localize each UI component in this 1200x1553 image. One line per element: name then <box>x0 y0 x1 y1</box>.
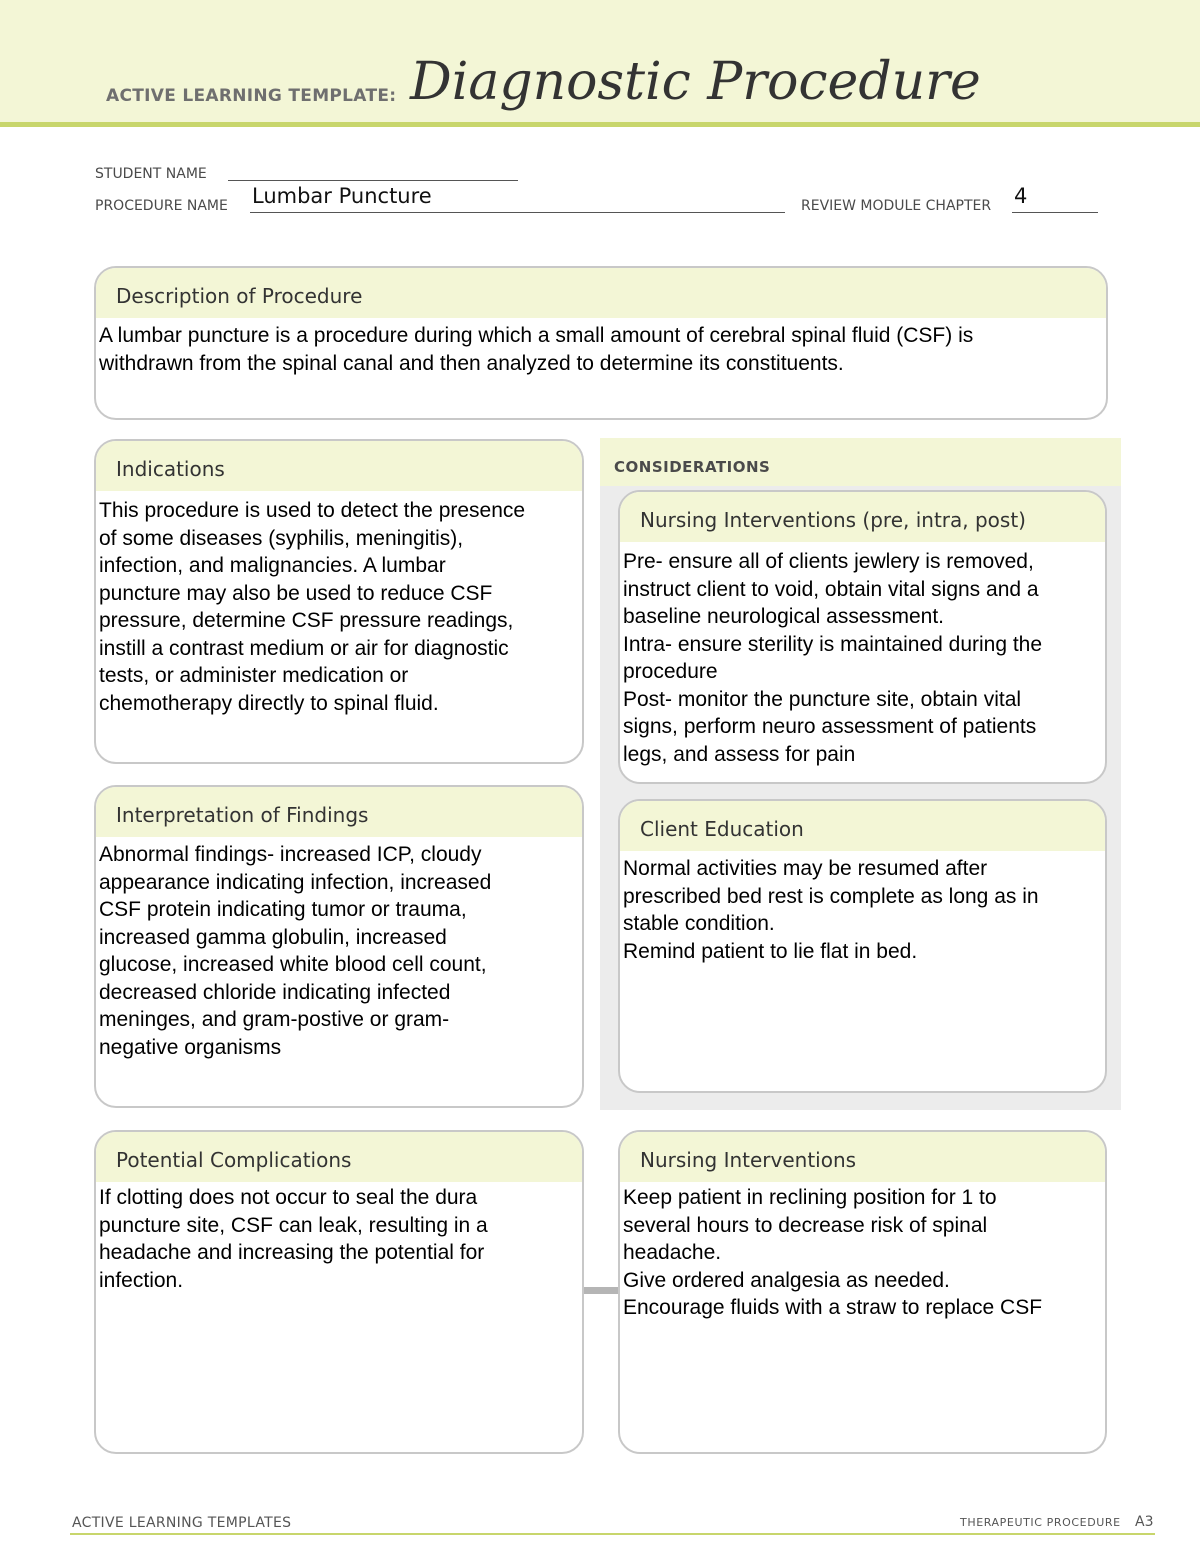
student-name-line[interactable] <box>228 166 518 181</box>
nursing-interventions-phases-text[interactable]: Pre- ensure all of clients jewlery is removed, instruct client to void, obtain vital signs and a baseline neurological assessment. Intra- ensure sterility is maintained during the procedure Post- monitor the puncture site, obtain vital signs, perform neuro assessment of patients legs, and assess for pain <box>623 550 1043 766</box>
considerations-label: CONSIDERATIONS <box>614 458 771 476</box>
footer-right: THERAPEUTIC PROCEDURE <box>960 1516 1121 1529</box>
header-rule <box>0 122 1200 127</box>
complications-text[interactable]: If clotting does not occur to seal the dura puncture site, CSF can leak, resulting in a headache and increasing the potential for infection. <box>99 1186 488 1292</box>
footer-rule <box>70 1533 1155 1535</box>
complications-title: Potential Complications <box>96 1132 582 1182</box>
nursing-interventions-text[interactable]: Keep patient in reclining position for 1 to several hours to decrease risk of spinal headache. Give ordered analgesia as needed. Encourage fluids with a straw to replace CSF <box>623 1186 1043 1319</box>
complications-box <box>94 1130 584 1454</box>
interpretation-box <box>94 785 584 1108</box>
interpretation-text[interactable]: Abnormal findings- increased ICP, cloudy appearance indicating infection, increased CSF protein indicating tumor or trauma, increased gamma globulin, increased glucose, increased white blood cell count, decreased chloride indicating infected meninges, and gram-postive or gram- negative organisms <box>99 843 492 1059</box>
interpretation-title: Interpretation of Findings <box>96 787 582 837</box>
nursing-interventions-box <box>618 1130 1107 1454</box>
client-education-box <box>618 799 1107 1093</box>
indications-box <box>94 439 584 764</box>
nursing-interventions-phases-box <box>618 490 1107 784</box>
review-module-label: REVIEW MODULE CHAPTER <box>801 198 992 214</box>
footer-left: ACTIVE LEARNING TEMPLATES <box>72 1515 292 1531</box>
page-title: Diagnostic Procedure <box>410 52 981 112</box>
nursing-interventions-title: Nursing Interventions <box>620 1132 1105 1182</box>
nursing-interventions-phases-title: Nursing Interventions (pre, intra, post) <box>620 492 1105 542</box>
client-education-title: Client Education <box>620 801 1105 851</box>
indications-title: Indications <box>96 441 582 491</box>
footer-page-number: A3 <box>1135 1514 1154 1530</box>
description-text[interactable]: A lumbar puncture is a procedure during which a small amount of cerebral spinal fluid (CSF) is withdrawn from the spinal canal and then analyzed to determine its constituents. <box>99 324 974 375</box>
template-label: ACTIVE LEARNING TEMPLATE: <box>106 86 397 106</box>
review-module-value[interactable]: 4 <box>1014 184 1028 208</box>
procedure-name-label: PROCEDURE NAME <box>95 198 228 214</box>
description-box <box>94 266 1108 420</box>
description-title: Description of Procedure <box>96 268 1106 318</box>
student-name-label: STUDENT NAME <box>95 166 207 182</box>
client-education-text[interactable]: Normal activities may be resumed after prescribed bed rest is complete as long as in stable condition. Remind patient to lie flat in bed. <box>623 857 1039 963</box>
connector-line <box>583 1287 620 1294</box>
procedure-name-value[interactable]: Lumbar Puncture <box>252 184 432 208</box>
indications-text[interactable]: This procedure is used to detect the presence of some diseases (syphilis, meningitis), infection, and malignancies. A lumbar puncture may also be used to reduce CSF pressure, determine CSF pressure readings, instill a contrast medium or air for diagnostic tests, or administer medication or chemotherapy directly to spinal fluid. <box>99 499 526 715</box>
